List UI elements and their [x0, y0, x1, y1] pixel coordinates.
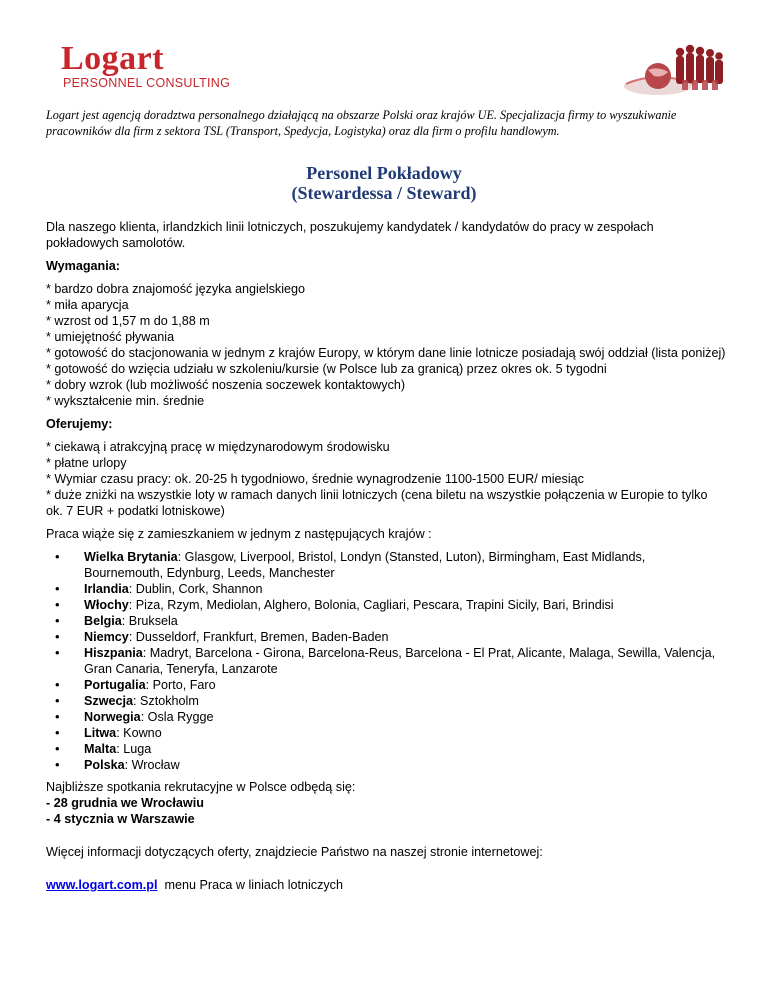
country-name: Szwecja — [84, 694, 134, 708]
country-cities: : Luga — [116, 742, 152, 756]
requirement-item: * gotowość do wzięcia udziału w szkoleniu/kursie (w Polsce lub za granicą) przez okres ok. 5 tygodni — [46, 362, 607, 376]
recruitment-meetings — [46, 779, 726, 827]
website-suffix: menu Praca w liniach lotniczych — [157, 878, 343, 892]
requirement-item: * gotowość do stacjonowania w jednym z krajów Europy, w którym dane linie lotnicze posiadają swój oddział (lista poniżej) — [46, 346, 726, 360]
meetings-intro: Najbliższe spotkania rekrutacyjne w Polsce odbędą się: — [46, 780, 356, 794]
logo-wordmark: Logart — [61, 40, 165, 77]
country-item — [46, 597, 726, 613]
country-item — [46, 693, 726, 709]
requirement-item: * wykształcenie min. średnie — [46, 394, 205, 408]
country-name: Litwa — [84, 726, 117, 740]
requirement-item: * miła aparycja — [46, 298, 129, 312]
country-item — [46, 613, 726, 629]
offer-item: * duże zniżki na wszystkie loty w ramach danych linii lotniczych (cena biletu na wszystkie połączenia w Europie to tylko ok. 7 EUR + podatki lotniskowe) — [46, 488, 708, 518]
title-line-1: Personel Pokładowy — [306, 163, 462, 183]
country-item — [46, 709, 726, 725]
offer-item: * ciekawą i atrakcyjną pracę w międzynarodowym środowisku — [46, 440, 390, 454]
country-item — [46, 757, 726, 773]
country-name: Norwegia — [84, 710, 141, 724]
country-name: Portugalia — [84, 678, 146, 692]
country-cities: : Dublin, Cork, Shannon — [128, 582, 263, 596]
offer-item: * Wymiar czasu pracy: ok. 20-25 h tygodniowo, średnie wynagrodzenie 1100-1500 EUR/ miesiąc — [46, 472, 584, 486]
page-header — [46, 40, 726, 100]
website-line — [46, 877, 726, 893]
country-item — [46, 741, 726, 757]
more-info-text: Więcej informacji dotyczących oferty, znajdziecie Państwo na naszej stronie internetowej: — [46, 845, 543, 859]
offer-item: * płatne urlopy — [46, 456, 127, 470]
team-globe-image — [618, 40, 726, 100]
country-cities: : Sztokholm — [133, 694, 199, 708]
requirement-item: * bardzo dobra znajomość języka angielskiego — [46, 282, 306, 296]
country-name: Włochy — [84, 598, 129, 612]
document-body — [46, 219, 726, 893]
country-name: Hiszpania — [84, 646, 143, 660]
country-cities: : Madryt, Barcelona - Girona, Barcelona-Reus, Barcelona - El Prat, Alicante, Malaga, Sewilla, Valencja, Gran Canaria, Teneryfa, Lanzarote — [84, 646, 716, 676]
country-name: Niemcy — [84, 630, 129, 644]
offer-list — [46, 439, 726, 519]
country-cities: : Piza, Rzym, Mediolan, Alghero, Bolonia, Cagliari, Pescara, Trapini Sicily, Bari, Brindisi — [128, 598, 614, 612]
lead-paragraph: Dla naszego klienta, irlandzkich linii lotniczych, poszukujemy kandydatek / kandydatów do pracy w zespołach pokładowych samolotów. — [46, 220, 654, 250]
website-link[interactable]: www.logart.com.pl — [46, 878, 158, 892]
country-cities: : Bruksela — [121, 614, 178, 628]
agency-intro: Logart jest agencją doradztwa personalnego działającą na obszarze Polski oraz krajów UE. Specjalizacja firmy to wyszukiwanie pracowników dla firm z sektora TSL (Transport, Spedycja, Logistyka) oraz dla firm o profilu handlowym. — [46, 108, 677, 138]
requirement-item: * umiejętność pływania — [46, 330, 175, 344]
requirement-item: * dobry wzrok (lub możliwość noszenia soczewek kontaktowych) — [46, 378, 406, 392]
requirement-item: * wzrost od 1,57 m do 1,88 m — [46, 314, 210, 328]
page-title — [0, 163, 768, 203]
requirements-list — [46, 281, 726, 409]
country-cities: : Osla Rygge — [140, 710, 214, 724]
requirements-heading: Wymagania: — [46, 259, 120, 273]
meeting-date: - 4 stycznia w Warszawie — [46, 812, 195, 826]
logart-logo — [61, 42, 230, 90]
country-item — [46, 677, 726, 693]
countries-intro: Praca wiąże się z zamieszkaniem w jednym z następujących krajów : — [46, 527, 432, 541]
country-item — [46, 549, 726, 581]
country-list — [46, 549, 726, 773]
logo-tagline: PERSONNEL CONSULTING — [63, 76, 231, 90]
country-name: Irlandia — [84, 582, 129, 596]
country-name: Malta — [84, 742, 117, 756]
meeting-date: - 28 grudnia we Wrocławiu — [46, 796, 204, 810]
offer-heading: Oferujemy: — [46, 417, 113, 431]
country-item — [46, 629, 726, 645]
country-cities: : Glasgow, Liverpool, Bristol, Londyn (Stansted, Luton), Birmingham, East Midlands, Bournemouth, Edynburg, Leeds, Manchester — [84, 550, 646, 580]
country-cities: : Kowno — [116, 726, 162, 740]
country-item — [46, 725, 726, 741]
country-name: Wielka Brytania — [84, 550, 178, 564]
country-cities: : Wrocław — [124, 758, 180, 772]
country-item — [46, 581, 726, 597]
country-name: Polska — [84, 758, 125, 772]
country-cities: : Dusseldorf, Frankfurt, Bremen, Baden-Baden — [128, 630, 389, 644]
country-cities: : Porto, Faro — [145, 678, 216, 692]
country-item — [46, 645, 726, 677]
title-line-2: (Stewardessa / Steward) — [291, 183, 477, 203]
country-name: Belgia — [84, 614, 122, 628]
